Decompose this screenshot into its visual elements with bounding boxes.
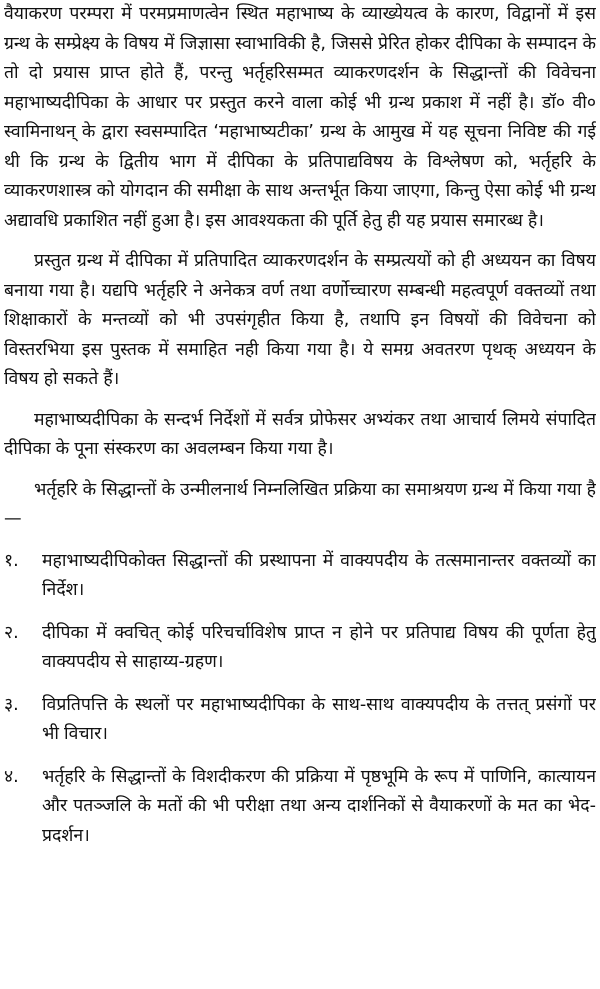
list-item-number: २. xyxy=(4,622,19,643)
list-item-number: १. xyxy=(4,550,19,571)
list-item-number: ३. xyxy=(4,694,19,715)
list-item xyxy=(4,619,596,678)
document-page xyxy=(4,0,596,989)
list-item-text: विप्रतिपत्ति के स्थलों पर महाभाष्यदीपिका के साथ-साथ वाक्यपदीय के तत्तत् प्रसंगों पर भी विचार। xyxy=(42,694,596,744)
list-item-text: भर्तृहरि के सिद्धान्तों के विशदीकरण की प्रक्रिया में पृष्ठभूमि के रूप में पाणिनि, कात्यायन और पतञ्जलि के मतों की भी परीक्षा तथा अन्य दार्शनिकों से वैयाकरणों के मत का भेद-प्रदर्शन। xyxy=(42,766,596,846)
list-item-text: दीपिका में क्वचित् कोई परिचर्चाविशेष प्राप्त न होने पर प्रतिपाद्य विषय की पूर्णता हेतु वाक्यपदीय से साहाय्य-ग्रहण। xyxy=(42,622,596,672)
paragraph-scope: प्रस्तुत ग्रन्थ में दीपिका में प्रतिपादित व्याकरणदर्शन के सम्प्रत्ययों को ही अध्ययन का विषय बनाया गया है। यद्यपि भर्तृहरि ने अनेकत्र वर्ण तथा वर्णोच्चारण सम्बन्धी महत्वपूर्ण वक्तव्यों तथा शिक्षाकारों के मन्तव्यों को भी उपसंगृहीत किया है, तथापि इन विषयों की विवेचना को विस्तरभिया इस पुस्तक में समाहित नही किया गया है। ये समग्र अवतरण पृथक् अध्ययन के विषय हो सकते हैं। xyxy=(4,251,596,389)
paragraph-references: महाभाष्यदीपिका के सन्दर्भ निर्देशों में सर्वत्र प्रोफेसर अभ्यंकर तथा आचार्य लिमये संपादित दीपिका के पूना संस्करण का अवलम्बन किया गया है। xyxy=(4,409,596,459)
method-list xyxy=(4,547,596,852)
list-item xyxy=(4,547,596,606)
list-item xyxy=(4,763,596,852)
list-item-text: महाभाष्यदीपिकोक्त सिद्धान्तों की प्रस्थापना में वाक्यपदीय के तत्समानान्तर वक्तव्यों का निर्देश। xyxy=(42,550,596,600)
list-item-number: ४. xyxy=(4,766,19,787)
paragraph-method-intro: भर्तृहरि के सिद्धान्तों के उन्मीलनार्थ निम्नलिखित प्रक्रिया का समाश्रयण ग्रन्थ में किया गया है— xyxy=(4,479,596,529)
list-item xyxy=(4,691,596,750)
paragraph-intro: वैयाकरण परम्परा में परमप्रमाणत्वेन स्थित महाभाष्य के व्याख्येयत्व के कारण, विद्वानों में इस ग्रन्थ के सम्प्रेक्ष्य के विषय में जिज्ञासा स्वाभाविकी है, जिससे प्रेरित होकर दीपिका के सम्पादन के तो दो प्रयास प्राप्त होते हैं, परन्तु भर्तृहरिसम्मत व्याकरणदर्शन के सिद्धान्तों की विवेचना महाभाष्यदीपिका के आधार पर प्रस्तुत करने वाला कोई भी ग्रन्थ प्रकाश में नहीं है। डॉ० वी० स्वामिनाथन् के द्वारा स्वसम्पादित ‘महाभाष्यटीका’ ग्रन्थ के आमुख में यह सूचना निविष्ट की गई थी कि ग्रन्थ के द्वितीय भाग में दीपिका के प्रतिपाद्यविषय के विश्लेषण को, भर्तृहरि के व्याकरणशास्त्र को योगदान की समीक्षा के साथ अन्तर्भूत किया जाएगा, किन्तु ऐसा कोई भी ग्रन्थ अद्यावधि प्रकाशित नहीं हुआ है। इस आवश्यकता की पूर्ति हेतु ही यह प्रयास समारब्ध है। xyxy=(4,4,596,231)
